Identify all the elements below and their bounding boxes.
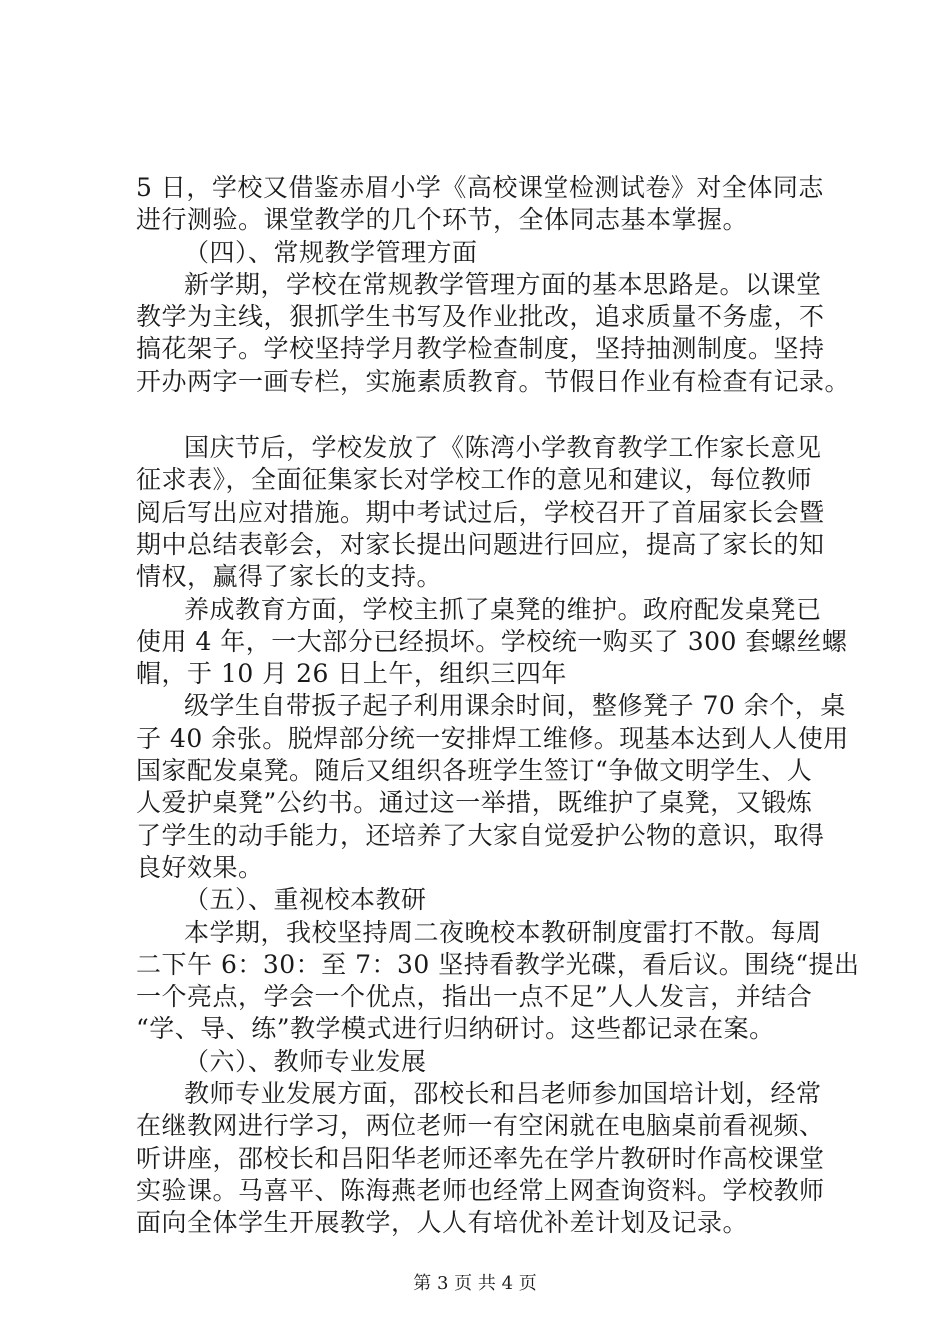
section-heading-5 [136, 884, 832, 916]
paragraph-3 [136, 269, 851, 398]
text-line: 人爱护桌凳”公约书。通过这一举措，既维护了桌凳，又锻炼 [136, 788, 813, 818]
section-heading: （五）、重视校本教研 [184, 885, 427, 915]
text-line: 使用 4 年，一大部分已经损坏。学校统一购买了 300 套螺丝螺 [136, 626, 848, 656]
section-heading: （四）、常规教学管理方面 [184, 237, 478, 267]
text-line: 阅后写出应对措施。期中考试过后，学校召开了首届家长会暨 [136, 497, 825, 527]
text-line: 新学期，学校在常规教学管理方面的基本思路是。以课堂 [184, 269, 822, 299]
text-line: 子 40 余张。脱焊部分统一安排焊工维修。现基本达到人人使用 [136, 723, 849, 753]
section-heading: （六）、教师专业发展 [184, 1046, 427, 1076]
text-line: 情权，赢得了家长的支持。 [136, 562, 443, 592]
text-line: 搞花架子。学校坚持学月教学检查制度，坚持抽测制度。坚持 [136, 334, 825, 364]
section-heading-4 [136, 237, 832, 269]
text-line: 征求表》，全面征集家长对学校工作的意见和建议，每位教师 [136, 465, 813, 495]
text-line: 教学为主线，狠抓学生书写及作业批改，追求质量不务虚，不 [136, 302, 825, 332]
text-line: 面向全体学生开展教学，人人有培优补差计划及记录。 [136, 1208, 749, 1238]
text-line: 在继教网进行学习，两位老师一有空闲就在电脑桌前看视频、 [136, 1111, 825, 1141]
text-line: 了学生的动手能力，还培养了大家自觉爱护公物的意识，取得 [136, 820, 825, 850]
text-line: 国家配发桌凳。随后又组织各班学生签订“争做文明学生、人 [136, 756, 813, 786]
text-line: 期中总结表彰会，对家长提出问题进行回应，提高了家长的知 [136, 529, 825, 559]
text-line: 开办两字一画专栏，实施素质教育。节假日作业有检查有记录。 [136, 366, 851, 396]
text-line: 5 日，学校又借鉴赤眉小学《高校课堂检测试卷》对全体同志 [136, 173, 824, 202]
text-line: 良好效果。 [136, 852, 264, 882]
paragraph-8 [136, 917, 860, 1046]
paragraph-6 [136, 690, 849, 884]
paragraph-1 [136, 172, 832, 237]
text-line: 实验课。马喜平、陈海燕老师也经常上网查询资料。学校教师 [136, 1175, 825, 1205]
text-line: 听讲座，邵校长和吕阳华老师还率先在学片教研时作高校课堂 [136, 1143, 825, 1173]
text-line: 一个亮点，学会一个优点，指出一点不足”人人发言，并结合 [136, 982, 813, 1012]
text-line: 帽，于 10 月 26 日上午，组织三四年 [136, 659, 567, 689]
document-body [136, 172, 860, 1240]
page-footer: 第 3 页 共 4 页 [413, 1273, 537, 1294]
paragraph-4 [136, 432, 832, 593]
paragraph-10 [136, 1078, 832, 1239]
section-heading-6 [136, 1046, 832, 1078]
text-line: 本学期，我校坚持周二夜晚校本教研制度雷打不散。每周 [184, 917, 822, 947]
text-line: 二下午 6：30：至 7：30 坚持看教学光碟，看后议。围绕“提出 [136, 949, 860, 979]
text-line: “学、导、练”教学模式进行归纳研讨。这些都记录在案。 [136, 1014, 775, 1044]
text-line: 国庆节后，学校发放了《陈湾小学教育教学工作家长意见 [184, 433, 822, 463]
text-line: 养成教育方面，学校主抓了桌凳的维护。政府配发桌凳已 [184, 594, 822, 624]
text-line: 进行测验。课堂教学的几个环节，全体同志基本掌握。 [136, 205, 749, 235]
paragraph-gap [136, 398, 832, 432]
text-line: 级学生自带扳子起子利用课余时间，整修凳子 70 余个，桌 [184, 691, 846, 721]
text-line: 教师专业发展方面，邵校长和吕老师参加国培计划，经常 [184, 1079, 822, 1109]
paragraph-5 [136, 594, 848, 691]
